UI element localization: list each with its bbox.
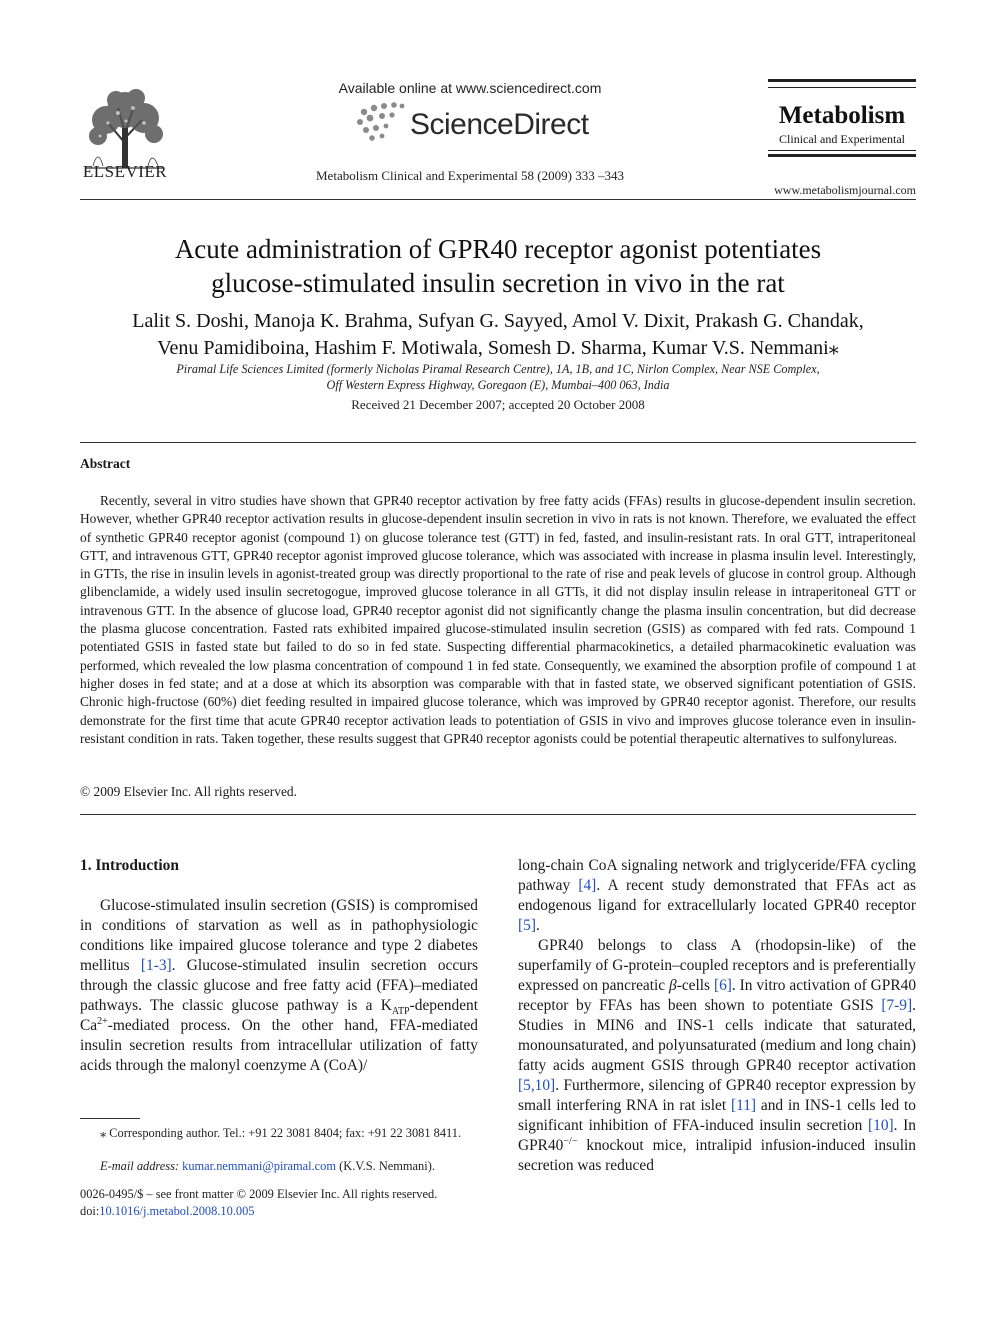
abstract-body: [80, 492, 916, 748]
article-title: [80, 232, 916, 300]
text-run: . In GPR40: [518, 1117, 916, 1154]
text-run: -cells: [676, 977, 714, 994]
reference-link[interactable]: [5,10]: [518, 1077, 556, 1094]
received-dates: Received 21 December 2007; accepted 20 October 2008: [351, 397, 645, 412]
text-run: long-chain CoA signaling network and triglyceride/FFA cycling pathway: [518, 857, 916, 894]
left-column: [80, 856, 478, 1076]
email-label: E-mail address:: [100, 1159, 180, 1173]
abstract-top-rule: [80, 442, 916, 443]
text-run: -dependent Ca: [80, 997, 478, 1034]
text-run: -mediated process. On the other hand, FFA-mediated insulin secretion results from intracellular utilization of fatty acids through the malonyl coenzyme A (CoA)/: [80, 1017, 478, 1074]
text-run: . A recent study demonstrated that FFAs act as endogenous ligand for extracellularly located GPR40 receptor: [518, 877, 916, 914]
reference-link[interactable]: [11]: [730, 1097, 757, 1114]
text-run: Glucose-stimulated insulin secretion (GSIS) is compromised in conditions of starvation as well as in pathophysiologic conditions like impaired glucose tolerance and type 2 diabetes mellitus: [80, 897, 478, 974]
sciencedirect-wordmark[interactable]: ScienceDirect: [410, 108, 589, 141]
beta-symbol: β: [669, 977, 677, 994]
subscript: ATP: [391, 1006, 410, 1018]
text-run: . In vitro activation of GPR40 receptor by FFAs has been shown to potentiate GSIS: [518, 977, 917, 1014]
author-line: Lalit S. Doshi, Manoja K. Brahma, Sufyan G. Sayyed, Amol V. Dixit, Prakash G. Chandak,: [132, 310, 864, 332]
header-divider: [80, 199, 916, 200]
journal-url-link[interactable]: www.metabolismjournal.com: [774, 183, 916, 197]
reference-link[interactable]: [1-3]: [140, 957, 172, 974]
available-online-text[interactable]: Available online at www.sciencedirect.com: [338, 80, 602, 96]
affiliation-line: Piramal Life Sciences Limited (formerly Nicholas Piramal Research Centre), 1A, 1B, and 1C, Nirlon Complex, Near NSE Complex,: [176, 362, 820, 376]
doi-label: doi:: [80, 1204, 100, 1218]
issn-line: 0026-0495/$ – see front matter © 2009 Elsevier Inc. All rights reserved.: [80, 1187, 438, 1201]
author-line: Venu Pamidiboina, Hashim F. Motiwala, Somesh D. Sharma, Kumar V.S. Nemmani⁎: [157, 337, 839, 359]
doi-line: [80, 1204, 255, 1219]
intro-paragraph: [80, 896, 478, 1076]
abstract-heading: Abstract: [80, 456, 131, 471]
abstract-bottom-rule: [80, 814, 916, 815]
journal-citation: Metabolism Clinical and Experimental 58 (2009) 333 –343: [316, 168, 624, 183]
journal-name: Metabolism: [778, 102, 906, 129]
superscript: 2+: [97, 1015, 108, 1027]
journal-subtitle: Clinical and Experimental: [779, 132, 905, 146]
email-footnote: [80, 1158, 478, 1174]
text-run: . Studies in MIN6 and INS-1 cells indicate that saturated, monounsaturated, and polyunsaturated (medium and long chain) fatty acids augment GSIS through GPR40 receptor activation: [518, 997, 916, 1074]
email-link[interactable]: kumar.nemmani@piramal.com: [182, 1159, 337, 1173]
reference-link[interactable]: [6]: [713, 977, 732, 994]
intro-paragraph: [518, 936, 916, 1176]
abstract-copyright: © 2009 Elsevier Inc. All rights reserved.: [80, 784, 297, 799]
journal-rule: [768, 79, 916, 82]
affiliation-line: Off Western Express Highway, Goregaon (E), Mumbai–400 063, India: [326, 378, 670, 392]
text-run: and in INS-1 cells led to significant inhibition of FFA-induced insulin secretion: [518, 1097, 916, 1134]
doi-link[interactable]: 10.1016/j.metabol.2008.10.005: [99, 1204, 255, 1218]
footnote-text: ⁎ Corresponding author. Tel.: +91 22 3081 8404; fax: +91 22 3081 8411.: [100, 1126, 462, 1140]
journal-rule: [768, 154, 916, 157]
author-list: [80, 308, 916, 362]
section-heading: 1. Introduction: [80, 857, 179, 874]
reference-link[interactable]: [7-9]: [881, 997, 913, 1014]
journal-rule: [768, 87, 916, 88]
reference-link[interactable]: [5]: [518, 917, 536, 934]
title-line: glucose-stimulated insulin secretion in vivo in the rat: [211, 268, 785, 298]
corresponding-author-footnote: [80, 1125, 478, 1141]
affiliation: [80, 361, 916, 393]
text-run: knockout mice, intralipid infusion-induced insulin secretion was reduced: [518, 1137, 916, 1174]
abstract-text: Recently, several in vitro studies have shown that GPR40 receptor activation by free fatty acids (FFAs) results in glucose-dependent insulin secretion. However, whether GPR40 receptor activation results in glucose-dependent insulin secretion in vivo in rats is not known. Therefore, we evaluated the effect of synthetic GPR40 receptor agonist (compound 1) on glucose tolerance test (GTT) in fed, fasted, and insulin-resistant rats. In oral GTT, intraperitoneal GTT, and intravenous GTT, GPR40 receptor agonist improved glucose tolerance, which was associated with increase in plasma insulin level. Interestingly, in GTTs, the rise in insulin levels in agonist-treated group was directly proportional to the rate of rise and peak levels of glucose in control group. Although glibenclamide, a widely used insulin secretogogue, improved glucose tolerance in all GTTs, it did not display insulin release in intraperitoneal GTT or intravenous GTT. In the absence of glucose load, GPR40 receptor agonist did not significantly change the plasma insulin concentration, but did decrease the plasma glucose concentration. Fasted rats exhibited impaired glucose-stimulated insulin secretion (GSIS) as compared with fed rats. Compound 1 potentiated GSIS in fasted state but failed to do so in fed state. Suspecting differential pharmacokinetics, a detailed pharmacokinetic evaluation was performed, which revealed the low plasma concentration of compound 1 in fed state. Consequently, we examined the absorption profile of compound 1 at higher doses in fed state; and at a dose at which its absorption was comparable with that in fasted state, we observed significant potentiation of GSIS. Chronic high-fructose (60%) diet feeding resulted in impaired glucose tolerance, which was improved by GPR40 receptor agonist. Therefore, our results demonstrate for the first time that acute GPR40 receptor activation leads to potentiation of GSIS in vivo and improves glucose tolerance even in insulin-resistant condition in rats. Taken together, these results suggest that GPR40 receptor agonists could be potential therapeutic alternatives to sulfonylureas.: [80, 493, 916, 746]
intro-paragraph: [518, 856, 916, 936]
text-run: .: [535, 917, 540, 934]
text-run: GPR40 belongs to class A (rhodopsin-like) of the superfamily of G-protein–coupled receptors and is preferentially expressed on pancreatic: [518, 937, 916, 994]
title-line: Acute administration of GPR40 receptor agonist potentiates: [174, 234, 822, 264]
journal-rule: [768, 150, 916, 151]
reference-link[interactable]: [4]: [578, 877, 597, 894]
superscript: −/−: [563, 1135, 578, 1147]
text-run: . Furthermore, silencing of GPR40 receptor expression by small interfering RNA in rat islet: [518, 1077, 916, 1114]
footnote-rule: [80, 1118, 140, 1119]
right-column: [518, 856, 916, 1176]
text-run: . Glucose-stimulated insulin secretion occurs through the classic glucose and free fatty acid (FFA)–mediated pathways. The classic glucose pathway is a K: [80, 957, 478, 1014]
publisher-name: ELSEVIER: [82, 162, 168, 181]
email-owner: (K.V.S. Nemmani).: [336, 1159, 435, 1173]
reference-link[interactable]: [10]: [868, 1117, 894, 1134]
